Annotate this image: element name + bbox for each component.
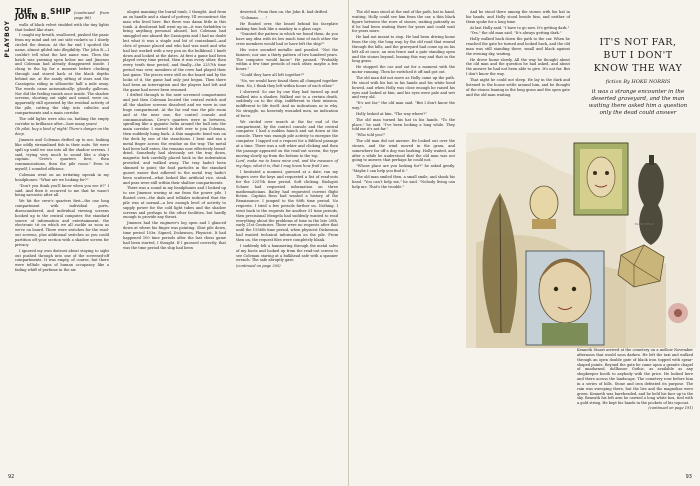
page-number: 93 xyxy=(685,474,692,480)
paragraph: "No, we would have found them all clumped together then. No, I think they left within hours of each other." xyxy=(236,78,338,88)
paragraph: He drove home slowly. All the way he thought about the old man and the question he had asked, and about the answer he had not been able to give. It's not far. But I don't know the way. xyxy=(466,57,570,77)
paragraph: The odd lights were also on, bathing the empty corridor in brilliance after—how many years! xyxy=(15,116,109,126)
right-page xyxy=(349,0,700,486)
paragraph: The old man smiled then, a small smile, and shook his head. "You can't help me," he said. "Nobody living can help me. That's the trouble." xyxy=(352,175,455,189)
paragraph: "Granted the pattern in which we found them, do you have any idea with its low much time of each other the crew members would had or have left the ship?" xyxy=(236,32,338,47)
paragraph: His voice sounded metallic and puzzled. "Not the faintest, nor one a thirty pattern of two hundred years. The computer would know." He paused. "Probably within a few time periods of each other, maybe a few hours." xyxy=(236,47,338,72)
column-1 xyxy=(15,7,110,274)
headline-row xyxy=(15,7,109,21)
title-line: KNOW THE WAY xyxy=(593,63,683,74)
paragraph: And he stood there among the stones with his hat in his hands, and Holly stood beside him, and neither of them spoke for a long time. xyxy=(466,10,570,24)
paragraph: The old man stood at the end of the path, hat in hand, waiting. Holly could see him from the car, a thin black figure between the rows of stones, waiting patiently as if he had been waiting there for years and could wait for years more. xyxy=(352,10,455,34)
paragraph: I suddenly felt a hammering through the metal soles of my boots and looked up from the read-out screen to see Coleman staring at a bulkhead safe with a spanner wrench. The safe abruptly gave xyxy=(236,243,338,263)
page-number: 92 xyxy=(8,474,15,480)
artist-signature: BARRY DELAY xyxy=(635,222,655,226)
title-line: IT'S NOT FAR, xyxy=(599,37,677,48)
paragraph: Holly looked at him. "The way where?" xyxy=(356,111,427,116)
continued-note: (continued on page 200) xyxy=(236,264,281,269)
title-line: BUT I DON'T xyxy=(603,50,673,61)
paragraph: The old man did not answer. He looked out over the stones, and the wind moved in the grass, and somewhere far off a dog was barking. Holly waited, and after a while he understood that the old man was not going to answer, that perhaps he could not. xyxy=(352,139,455,163)
italic-paragraph: Lord, make me to know mine end, and the measure of my days, what it is; that I may know how frail I am. xyxy=(236,159,338,169)
column-4 xyxy=(352,10,455,191)
paragraph: "Don't you think you'll know when you see it?" I said. And then it occurred to me that he wasn't being sarcastic after all. xyxy=(15,183,109,198)
left-page xyxy=(0,0,349,486)
paragraph: "Could they have all left together?" xyxy=(240,73,305,78)
column-3 xyxy=(236,10,338,270)
paragraph: deserted. From then on, the John B. had drifted. xyxy=(240,10,329,14)
continuation-note: (continued from page 86) xyxy=(74,10,109,20)
paragraph: Holly walked back down the path to the car. When he reached the gate he turned and looked back, and the old man was still standing there, small and black against the evening sky, waiting. xyxy=(466,37,570,56)
paragraph: There was a sound in my headphones and I looked up to see Jimenez waving at me from the power pile. I floated over—the dials and telltales indicated that the pile was at normal—a low enough level of activity to supply power for the cold light tubes and the shadow screens and perhaps to the other facilities, but hardly enough to provide any thrust. xyxy=(123,186,226,220)
paragraph: "Coleman. . . ." xyxy=(240,15,268,20)
paragraph: I drifted through to the next screened compartment and just then Coleman located the central switch and all the shadow screens dissolved and we were in one huge compartment. At the far end was the pile room and at the near one, the control console and communications. Crew's quarters were in between, spiralling like a gigantic helix around the hull into the main corridor. I started to drift over to join Coleman, then suddenly hung back. A thin magnetic bond was on the deck by one of the stanchions. I bent and ran a metal finger across the residue on the tray. The metal had been half eaten, the remains now effectively bread-dried. Somebody had obviously set the tray down, magnetic fork carefully placed back in the indentation provided, and walked away. The tray hadn't been slimmed to point; the food particles in the standard gusset easier that adhered to the metal tray hadn't been scattered—what looked like artificial rice, steak and peas were still within their shallow compartments. xyxy=(123,93,226,185)
paragraph: walls of black velvet studded with the tiny lights that looked like stars. xyxy=(15,22,109,32)
paragraph: I hesitated a moment, guessed at a date, ran my fingers over the keys and requested a list of read-outs for the 2257th time period. Soft clicking. Biologist Schner had requested information on three mathematicians. Bailey had requested current flight fiction. Captain Ross had wanted a history of the Renaissance. I jumped to the 88th time period. No requests. I tried a few periods further on. Nothing. I went back to the requests for another 31 time periods, then precisional Mengela had suddenly wanted to read everything about the problems of time in the late 20th, early 21st Centuries. There were no requests after that until the 1936th time period, when physicist Dickenson had wanted technical information on the pile. From then on, the request files were completely blank. xyxy=(236,170,338,242)
italic-paragraph: Oh pilot, buy a kind of night! There's danger on the deep. xyxy=(15,127,110,137)
continued-note: (continued on page 191) xyxy=(648,406,693,411)
paragraph: Jimenez and Coleman drifted up to me, looking like oddly streamlined fish in their suits. We were spilt up until we ran into all the shadow screens. I said, trying very much to sound like a ship's captain. "Crew's quarters first, then communications, then the pile room." Even to myself, I sounded officious. xyxy=(15,138,109,172)
byline: fiction By HOKE NORRIS xyxy=(605,79,671,85)
paragraph: At last Holly said, "I have to go now. It's getting dark." xyxy=(470,25,570,30)
paragraph: He floated over, the beard behind his faceplate making him look like a monkey in a glass cage. xyxy=(236,21,338,31)
paragraph: We hit the crew's quarters first—the one long compartment with individual ports, disencumbered, and individual viewing screens hooked up to the central computer, the standard source of information and entertainment, the electronic tit on which we all suckle as soon as we're on board. There were switches for the read-out screens, plus additional switches so you could partition off your section with a shadow screen for privacy. xyxy=(15,199,109,247)
story-title-block xyxy=(583,36,693,117)
story-headline: THE SHIP JOHN B. xyxy=(15,7,72,21)
paragraph: "It's not far," the old man said. "But I don't know the way." xyxy=(352,101,455,111)
dek: it was a strange encounter in the deserted graveyard, and the man waiting there asked him a question only the dead could answer xyxy=(588,89,688,116)
paragraph: Jimenez had the engineer's log open and I glanced down at where his finger was pointing. Shut pile down, time period 103x. Signed, Dickenson, Physicist. It had happened 100 time periods after the last chess game had been started, I thought. If I guessed correctly, that was the time period the ship had been xyxy=(123,221,226,250)
paragraph: I caught my breath, swallowed, pushed the panic from my mind and set out side rockets so I slowly circled the demon. At the far end I spotted the name, almost gilded into illegibility: The John B.—I couldn't tell what the last name was. Then the hatch was yawning open below me and Jimenez and Coleman had already disappeared inside. I clung to the lip for a moment before clucking through and stared back at the black depths behind me, at the sandy sifting of stars and the Cassiopeia riding in silhouette half a mile away. The words came automatically: ghostly galleons. Nor did the feeling vanish once inside. The shadow screens, shorting out sight and sound, were on, apparently still operated by the residual activity of the pile, cutting the ship into cubicles and compartments and a main corridor. xyxy=(15,33,109,115)
paragraph: He had not meant to stop. He had been driving home from the city, the long way, by the old road that wound through the hills, and the graveyard had come up on his left all at once, an iron fence and a gate standing open and the stones beyond, leaning this way and that in the long grass. xyxy=(352,35,455,64)
paragraph: Coleman went on an irritating squeak in my headphones: "What are we looking for?" xyxy=(15,173,109,182)
paragraph: "Whose place are you looking for?" he asked gently. "Maybe I can help you find it." xyxy=(352,164,455,174)
paragraph: The old man turned his hat in his hands. "To the place," he said. "I've been looking a long while. They told me it's not far." xyxy=(352,117,455,132)
story-illustration xyxy=(466,133,696,348)
paragraph: "Yes," the old man said. "It's always getting dark." xyxy=(470,31,562,36)
paragraph: ulogist manning the burial tomb, I thought. And from an ox handle and a shard of pottery, I'll reconstruct the man who lived here. But there was damn little in this tomb. A deodorant ball went up on—it was forbidden to bring anything personal aboard, but Coleman had smuggled one aboard the Cassiopeia and I had no doubt but what it was a staple and bit of contraband—and clots of grease placed and who had was used and who had last worked with a wry pen on the bulkhead. I knelt down and looked at the dates. At first a game had been played every time period, then it was every other, then every tenth time period, and finally—the 2257th time period was over, members of the crew had played their last game. The pieces were still on the board and by the looks of it, the game had only just begun. Then there had been an interruption and the players had left and the game had never been resumed. xyxy=(123,10,226,92)
paragraph: "Who told you?" xyxy=(356,133,386,138)
paragraph: We circled over search at the far end of the compartment, by the control console and the central computer. I had a sudden hunch and sat down at the console. There was enough pile activity to energize the computer. I tapped out a request for a Biblical passage at a time. There was a soft whirr and clicking and then the passage appeared on the read-out screen, the type moving slowly up from the bottom to the top. xyxy=(236,119,338,158)
paragraph: He stopped the car and sat for a moment with the motor running. Then he switched it off and got out. xyxy=(352,65,455,75)
story-opening-text xyxy=(577,348,693,411)
paragraph: The old man did not move as Holly came up the path. He stood with his hat in his hands and his white head bowed, and when Holly was close enough he raised his eyes and looked at him, and his eyes were pale and wet and very old. xyxy=(352,75,455,100)
section-label: PLAYBOY xyxy=(4,20,11,58)
paragraph: I ignored my own distrust about staying to sight out pushed through into one of the screened-off compartments. It was empty, of course, but there were telltale signs of human occupancy like a fading whiff of perfume in the air. xyxy=(15,248,109,273)
paragraph: That night he could not sleep. He lay in the dark and listened to the house settle around him, and he thought of the stones leaning in the long grass and the open gate and the old man waiting. xyxy=(466,77,570,97)
column-2 xyxy=(123,10,226,251)
paragraph: Kenneth Stuart arrived at the cemetery on a mellow November afternoon that would soon darken. He left the taxi and walked through an open double gate of black iron topped with spear-shaped points. Beyond the gate he came upon a granite chapel of unadorned, dollhouse Gothic, as available as any shopkeeper booth to anybody with the price. He looked here and there across the landscape. The cemetery rose before him in a series of hills. Stone and iron defeated its purpose. The rain was sweeping there, but the lies and the magnolias were green. Kenneth was bareheaded, and he held his face up to the sky. Beneath his left arm he carried a long white box, tied with a gold string. He kept his hands in the pockets of his topcoat. xyxy=(577,348,693,406)
paragraph: I shivered. So one by one they had turned up and walked into a shadow. Walked out to a certain death, suddenly on to the ship, indifferent to their mission, indifferent to life itself. And no indications as to why. No struggle, no heavenly wounded men, no indication of force. xyxy=(236,89,338,118)
